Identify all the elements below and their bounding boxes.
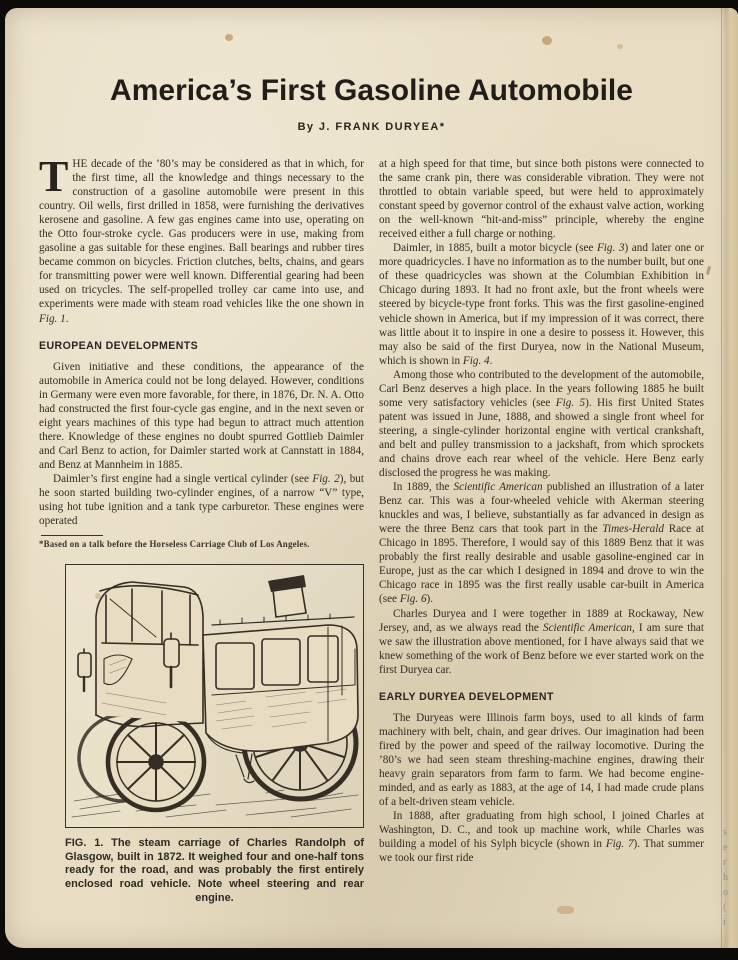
footnote-rule	[41, 535, 103, 536]
article-title: America’s First Gasoline Automobile	[110, 74, 633, 107]
paragraph: Daimler, in 1885, built a motor bicycle (see Fig. 3) and later one or more quadricycles. I have no information as to the number built, but one of these quadricycles was shown at the Columbian Exhibition in Chicago during 1893. It had no front axle, but the front wheels were steered by bicycle-type front forks. This was the first gasoline-engined vehicle shown in America, but if my impression of it was correct, there was little about it to inspire in one a desire to possess it. However, this may also be said of the first Duryea, now in the National Museum, which is shown in Fig. 4.	[379, 242, 704, 367]
article-byline: By J. FRANK DURYEA*	[297, 121, 446, 133]
right-column	[379, 157, 704, 905]
left-column	[39, 152, 364, 905]
masthead	[5, 8, 738, 133]
page-edge	[721, 8, 738, 948]
steam-carriage-illustration	[66, 565, 364, 827]
drop-cap: T	[39, 152, 69, 201]
footnote: *Based on a talk before the Horseless Carriage Club of Los Angeles.	[39, 539, 310, 550]
paragraph-continuation: at a high speed for that time, but since both pistons were connected to the same crank pin, there was considerable vibration. They were not throttled to obtain variable speed, but were held to approximately constant speed by governor control of the exhaust valve action, working on the well-known “hit-and-miss” principle, whereby the engine received either a full charge or nothing.	[379, 158, 704, 241]
figure-caption: FIG. 1. The steam carriage of Charles Randolph of Glasgow, built in 1872. It weighed four and one-half tons ready for the road, and was probably the first entirely enclosed road vehicle. Note wheel steering and rear engine.	[65, 837, 364, 904]
article-columns	[5, 152, 738, 905]
paragraph: The Duryeas were Illinois farm boys, used to all kinds of farm machinery with belt, chain, and gear drives. Our imagination had been fired by the power and speed of the railway locomotive. During the ’80’s we had seen steam threshing-machine engines, drawing their heavy grain separators from farm to farm. We had become engine-minded, and as early as 1883, at the age of 14, I had made crude plans of a belt-driven steam vehicle.	[379, 711, 704, 809]
paragraph: In 1889, the Scientific American published an illustration of a later Benz car. This was a four-wheeled vehicle with Akerman steering knuckles and was, I believe, substantially as far advanced in design as were the three Benz cars that took part in the Times-Herald Race at Chicago in 1895. Therefore, I would say of this 1889 Benz that it was probably the first really desirable and usable gasoline-engined car in Europe, just as the car which I designed in 1894 and drove to win the Chicago race in 1895 was the first really usable car-built in America (see Fig. 6).	[379, 481, 704, 606]
foxing-spot	[557, 906, 574, 914]
magazine-page	[5, 8, 738, 948]
paragraph: Daimler’s first engine had a single vertical cylinder (see Fig. 2), but he soon started building two-cylinder engines, of a narrow “V” type, using hot tube ignition and a tank type carburetor. These engines were operated	[39, 472, 364, 528]
next-page-bleed-text: s e r h o ( i	[723, 827, 728, 928]
section-heading-european-developments: EUROPEAN DEVELOPMENTS	[39, 339, 199, 352]
paragraph: Given initiative and these conditions, the appearance of the automobile in America could not be long delayed. However, conditions in Germany were even more favorable, for there, in 1876, Dr. N. A. Otto had constructed the first four-cycle gas engine, and in the next seven or eight years machines of this type had begun to attract much attention there. Knowledge of these engines no doubt spurred Gottlieb Daimler and Carl Benz to action, for Daimler started work at Cannstatt in 1884, and Benz at Mannheim in 1885.	[39, 360, 364, 471]
paragraph: In 1888, after graduating from high school, I joined Charles at Washington, D. C., and took up machine work, while Charles was building a model of his Sylph bicycle (shown in Fig. 7). That summer we took our first ride	[379, 810, 704, 865]
paragraph: Among those who contributed to the development of the automobile, Carl Benz deserves a high place. In the years following 1885 he built some very satisfactory vehicles (see Fig. 5). His first United States patent was issued in June, 1888, and showed a single front wheel for steering, a single-cylinder horizontal engine with vertical crankshaft, and belt and pulley transmission to a jackshaft, from which sprockets and chains drove each rear wheel of the vehicle. Here Benz early disclosed the progress he was making.	[379, 368, 704, 480]
figure-frame	[65, 564, 364, 828]
paragraph-lead: THE decade of the ’80’s may be considered as that in which, for the first time, all the knowledge and things necessary to the construction of a gasoline automobile were present in this country. Oil wells, first drilled in 1858, were furnishing the derivatives kerosene and gasoline. A few gas engines came into use, operating on the Otto four-stroke cycle. Gas producers were in use, making from gasoline a gas suitable for these engines. Ball bearings and rubber tires became common on bicycles. Friction clutches, belts, chains, and gears for transmitting power were well known. Differential gearing had been used on tricycles. The self-propelled trolley car came into use, and experiments were made with steam road vehicles like the one shown in Fig. 1.	[39, 152, 364, 325]
section-heading-early-duryea-development: EARLY DURYEA DEVELOPMENT	[379, 690, 554, 703]
figure-1	[65, 564, 364, 905]
paragraph: Charles Duryea and I were together in 1889 at Rockaway, New Jersey, and, as we always read the Scientific American, I am sure that we saw the illustration above mentioned, for I have always said that we knew something of the work of Benz before we ever started work on the first Duryea car.	[379, 607, 705, 676]
